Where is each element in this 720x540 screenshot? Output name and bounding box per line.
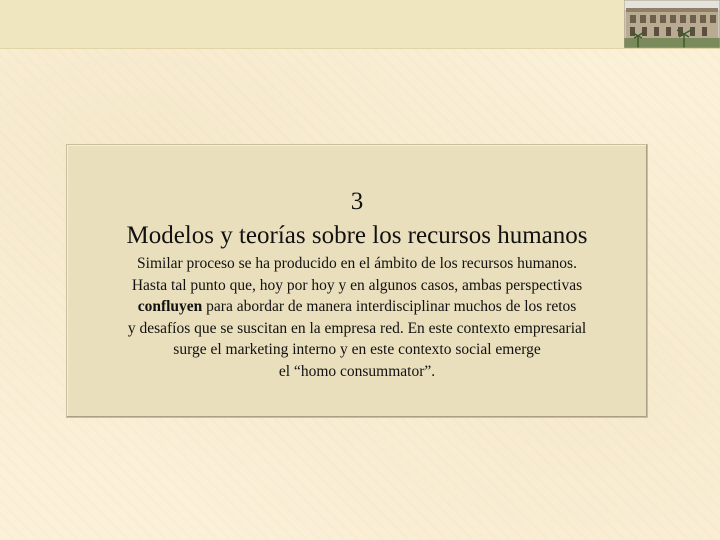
slide-title: Modelos y teorías sobre los recursos humanos (126, 222, 588, 249)
content-box (66, 144, 648, 418)
body-line: y desafíos que se suscitan en la empresa red. En este contexto empresarial (127, 319, 587, 337)
body-line: el “homo consummator”. (278, 362, 436, 380)
body-line: Similar proceso se ha producido en el ámbito de los recursos humanos. (137, 255, 577, 272)
body-line-rest: para abordar de manera interdisciplinar muchos de los retos (202, 298, 577, 315)
body-paragraph (67, 253, 647, 382)
header-band (0, 0, 720, 49)
emphasized-word: confluyen (137, 298, 203, 315)
body-line: Hasta tal punto que, hoy por hoy y en algunos casos, ambas perspectivas (131, 276, 583, 294)
slide-number: 3 (350, 188, 364, 215)
building-photo-icon (624, 0, 720, 48)
body-line: surge el marketing interno y en este contexto social emerge (173, 341, 541, 358)
body-line (67, 296, 647, 318)
